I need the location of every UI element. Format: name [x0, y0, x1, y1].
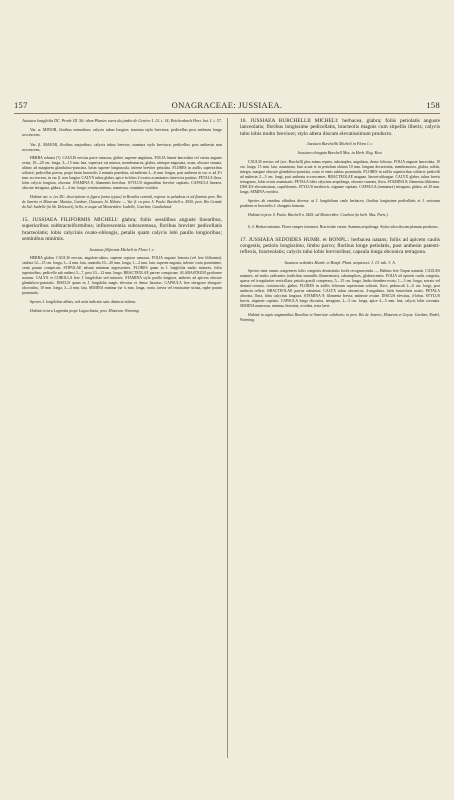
species-17-habitat: Habitat in aquis stagnantibus Brasiliae et Americae calidioris; in prov. Rio de Janeiro, Minarum et Goyaz: Gardner, Riedel, Warming. [240, 313, 440, 323]
species-16-title: 16. JUSSIAEA BURCHELLII MICHELI: herbacea, glabra; foliis petiolatis anguste lanceolatis; floribus longissime pedicellatis, bracteolis magnis cum stipellis liberis; calycis tubo lobis multo breviore; stylo altera discum elevatissimum producto. [240, 118, 440, 137]
header-rule [14, 113, 440, 114]
species-16-description: CAULIS erectus vel (sec. Burchell) plus minus repens, subsimplex, angulatus, dense foliosus. FOLIA anguste lanceolata, 10 cm. longa, 15 mm. lata, acuminata, basi acuta et in petiolum alatum 10 mm. longum decurrentia, membranacea, glabra, solida, integra, margine obscure glanduloso-punctata, costa et venis subtus prominulis. FLORES in axillis superioribus solitarii; pedicelli ad anthesin 2—3 cm. longi, post anthesin accrescentes. BRACTEOLAE magnae, lineari-oblongae. CALYX glaber, tubus brevis tetragonus, lobis ovatis acuminatis. PETALA lobis calycinis aequilonga, obovato-cuneata, flava. STAMINA 8; filamenta filiformia. DISCUS elevatissimus, cupuliformis. STYLUS mediocris, stigmate capitato. CAPSULA (immatura) tetragona, glabra, ad 20 mm. longa. SEMINA ovoidea. [240, 159, 440, 194]
variety-major: Var. β. MAJOR, floribus majoribus; calycis tubus brevior; stamina stylo breviora; pedicellus post anthesin non accrescens. [22, 141, 222, 152]
right-column [240, 118, 440, 327]
species-16-synonym: Jussiaea Burchellii Micheli in Flora l. c. [306, 141, 374, 147]
species-16-habitat: Habitat in prov. S. Paulo: Burchell n. 5465; ad Montevideo: Courbon (in herb. Mus. Paris.). [248, 212, 389, 217]
section-heading: §. 4. Herbae natantes. Flores semper tetrameri. Bracteolae variae. Stamina aequilonga. Stylus ultra discum planum productus. [248, 224, 439, 229]
running-title: ONAGRACEAE: JUSSIAEA. [171, 100, 283, 110]
column-divider [227, 118, 228, 758]
species-description: HERBA robusta (?). CAULIS erectus parce ramosus, glaber, superne angulatus. FOLIA lineari-lanceolata vel varius anguste ovata, 10—20 cm. longa, 3—15 mm. lata, superiora via minora, membranacea, glabra, utrinque angustata, acuta, obscure sinuata, ultimo ad marginem glanduloso-punctata, basin superne longiuscula, inferne breviter petiolata. FLORES in axillis superioribus solitarii; pedicellus parvus, prope basin bracteolis 2 minutis praeditus, ad anthesin 2—6 mm. longus, post anthesin in var. α. ad 2½ mm. accrescens, in var. β. non longior. CALYX tubus glaber, apice in lobos 4 ovatos acuminatos trinervios partitus. PETALA flava, lobis calycis longiora, obovata. STAMINA 8, filamentis brevibus. STYLUS stigmatibus breviter capitatis. CAPSULA linearis, obscure tetragona, glabra, 2—4 cm. longa; semina minima, numerosa, rotundato-ovoidea. [22, 156, 222, 191]
page-number-right: 158 [426, 100, 440, 110]
species-15-note: Species J. longifoliae affinis, sed notis indicatis satis distincta videtur. [30, 299, 137, 304]
reference: Jussiaea longifolia DC. Prodr. III. 56; idem Plantes rares du jardin de Genève I. 12. t. 14; Reichenbach Hort. bot. I. t. 57. [22, 118, 222, 123]
habitat: Habitat var. α. (ex DC. descriptione et figura forma typica) in Brasilia centrali, regione in paludosis et ad flumina prov. Rio de Janeiro et Minarum: Martius, Gardner, Claussen, St. Hilaire. — Var. β. ca prov. S. Paulo: Burchell n. 4550; prov. Rio Grande do Sul: Isabelle (in hb. Delessert), Sello, et usque ad Montevideo: Isabelle, Courbon, Gaudichaud. [22, 195, 222, 210]
species-17-synonym: Jussiaea sedoides Humb. et Bonpl. Plant. aequinoct. I. 13. tab. 3. A. [284, 259, 396, 265]
left-column [22, 118, 222, 318]
page-header [14, 100, 440, 112]
variety-minor: Var. α. MINOR, floribus minoribus; calycis tubus longior; stamina stylo breviora; pedicellus post anthesin longe accrescens. [22, 127, 222, 138]
species-15-title: 15. JUSSIAEA FILIFORMIS MICHELI: glabra; foliis sessilibus anguste linearibus, superioribus subbracteiformibus; inflorescentia subracemosa, floribus breviter pedicellatis bracteolatis; lobis calycinis ovato-oblongis, petalis quam calycis lobi paullo longioribus; seminibus minimis. [22, 217, 222, 243]
species-15-description: HERBA glabra. CAULIS erectus, angulato-alatus, superne copiose ramosus. FOLIA anguste linearia (vel fere filiformia), caulina 12—15 cm. longa, 3—4 mm. lata, ramealia 10—20 mm. longa, 1—2 mm. lata, superne angusta, inferne costa prominente, venis parum conspicuis. STIPULAE adsunt minimae nigrescentes. FLORES quam in J. longifolia multo minores, foliis superioribus, pedicello sub anthesi 3—7, post 10—12 mm. longo. BRACTEOLAE parvae conspicuae. ALABASTRUM pyriforme acutum. CALYX et COROLLA fere J. longifoliae sed minores. STAMINA stylo paullo longiora, antheris ad apicem obscure glanduloso-punctatis. DISCUS quam in J. longifolia magis elevatus et dense hirsutus. CAPSULA fere tetragona elongato-obovoidea, 10 mm. longa, 3—4 mm. lata. SEMINA minima via ¼ mm. longa, ovata, laevia vel tenuissime striata, raphe parum prominula. [22, 255, 222, 295]
species-15-habitat: Habitat in tura Lappinha prope Lagoa Santa, prov. Minarum: Warming. [30, 308, 140, 313]
species-16-note: Species ab omnibus affinibus diversa: ut J. longifolium caule herbaceo, floribus longissime pedicellatis et J. sericeam praebens et bracteolis J. elongatis formam. [240, 198, 440, 208]
species-16-synonym-2: Jussiaea elongata Burchell Mss. in Herb. Reg. Kew. [297, 150, 383, 156]
species-17-title: 17. JUSSIAEA SEDOIDES HUMB. et BONPL.: herbacea natans; foliis ad apicem caulis congestis, petiolo longissimo, limbo parvo; floribus longe petiolatis, post anthesin patenti-reflexis, bracteolatis; calycis tubo lobis brevioribus; capsula longa obconica tetragona. [240, 236, 440, 256]
species-15-synonym: Jussiaea filiformis Micheli in Flora l. c. [89, 246, 155, 252]
species-17-description: Species inter omnes congeneres foliis congestis denticulatis facile recognoscenda. — Habitus fere Trapae natantis. CAULES natantes, ad nodos radicantes (radicibus nonnullis filamentosis), subsimplices, glabrescentes. FOLIA ad apicem caulis congesta, sparsa vel irregulariter verticillata; petiolo gracili compresso, 5—15 cm. longo; limbo rhombeo-ovato, 1—3 cm. longo, serrato vel dentato-crenato, crassiusculo, glabro. FLORES in axillis foliorum superiorum solitarii, flavi; pedunculi 2—6 cm. longi, post anthesin reflexi. BRACTEOLAE parvae subulatae. CALYX tubus obconicus, 4-angulatus, lobis lanceolatis acutis. PETALA obovata, flava, lobis calycinis longiora. STAMINA 8; filamenta brevia; antherae ovatae. DISCUS elevatus, 4-lobus. STYLUS brevis, stigmate capitato. CAPSULA longe obconica, tetragona, 2—3 cm. longa, apice 4—5 mm. lata, calycis lobis coronata. SEMINA numerosa, minima, biseriata, ovoidea, testa laevi. [240, 269, 440, 309]
page-number-left: 157 [14, 100, 28, 110]
